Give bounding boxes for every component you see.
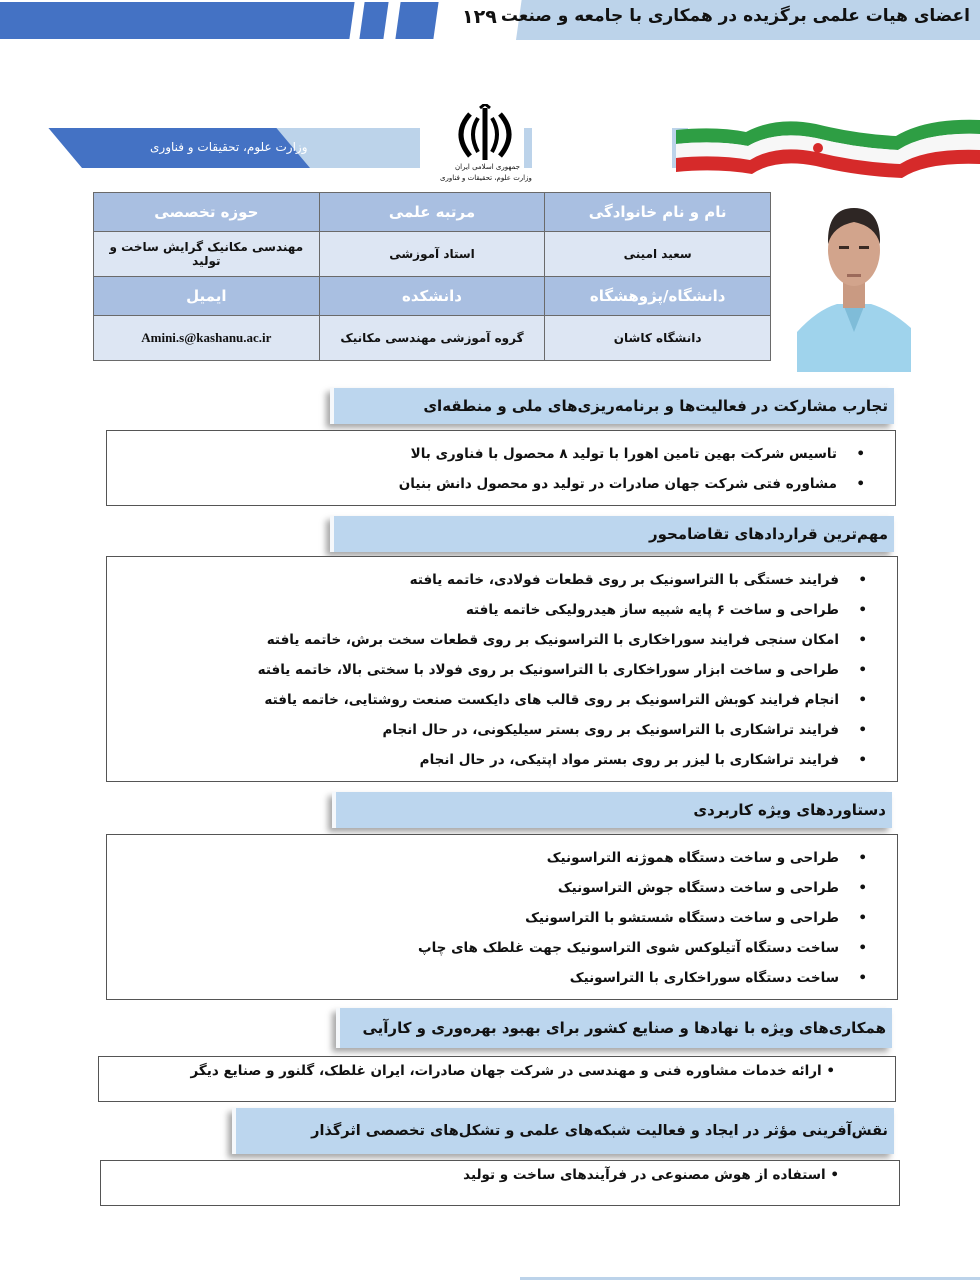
bullet-icon: • [858, 752, 867, 768]
list-item: • مشاوره فتی شرکت جهان صادرات در تولید دو محصول دانش بنیان [107, 469, 865, 499]
iran-flag-ribbon-icon [676, 110, 980, 180]
list-item: • طراحی و ساخت دستگاه شستشو با التراسونیک [107, 903, 867, 933]
header-university: دانشگاه/پژوهشگاه [545, 277, 771, 316]
bullet-icon: • [826, 1063, 835, 1079]
header-rank: مرتبه علمی [319, 193, 545, 232]
value-rank: استاد آموزشی [319, 232, 545, 277]
value-email[interactable]: Amini.s@kashanu.ac.ir [94, 316, 320, 361]
section-box-collaborations [98, 1056, 896, 1102]
bullet-icon: • [858, 572, 867, 588]
header-stripe [395, 2, 438, 39]
bullet-icon: • [856, 476, 865, 492]
section-box-networks [100, 1160, 900, 1206]
bullet-icon: • [858, 632, 867, 648]
list-item: • تاسیس شرکت بهین تامین اهورا با تولید ۸ محصول با فناوری بالا [107, 439, 865, 469]
bullet-icon: • [858, 850, 867, 866]
section-heading-achievements: دستاوردهای ویژه کاربردی [332, 792, 892, 828]
section-heading-contracts: مهم‌ترین قراردادهای تقاضامحور [330, 516, 894, 552]
section-box-contracts [106, 556, 898, 782]
header-field: حوزه تخصصی [94, 193, 320, 232]
bullet-icon: • [858, 880, 867, 896]
section-heading-collaborations: همکاری‌های ویژه با نهادها و صنایع کشور برای بهبود بهره‌وری و کارآیی [336, 1008, 892, 1048]
list-item: • فرایند خستگی با التراسونیک بر روی قطعات فولادی، خاتمه یافته [107, 565, 867, 595]
profile-table [93, 192, 771, 361]
page-header-title: اعضای هیات علمی برگزیده در همکاری با جامعه و صنعت [500, 6, 970, 26]
list-item: • ساخت دستگاه سوراخکاری با التراسونیک [107, 963, 867, 993]
list-item: • استفاده از هوش مصنوعی در فرآیندهای ساخت و تولید [463, 1167, 839, 1183]
list-item: • طراحی و ساخت دستگاه هموژنه التراسونیک [107, 843, 867, 873]
value-university: دانشگاه کاشان [545, 316, 771, 361]
list-item: • فرایند تراشکاری با لیزر بر روی بستر مواد اپتیکی، در حال انجام [107, 745, 867, 775]
header-bar [0, 2, 355, 39]
ministry-name: وزارت علوم، تحقیقات و فناوری [150, 140, 308, 154]
value-name: سعید امینی [545, 232, 771, 277]
profile-photo [797, 192, 911, 372]
list-item: • انجام فرایند کوبش التراسونیک بر روی قالب های دایکست صنعت روشتایی، خاتمه یافته [107, 685, 867, 715]
page-number: ۱۲۹ [462, 6, 497, 28]
bullet-icon: • [858, 940, 867, 956]
bullet-icon: • [858, 970, 867, 986]
header-name: نام و نام خانوادگی [545, 193, 771, 232]
list-item: • طراحی و ساخت ابزار سوراخکاری با التراسونیک بر روی فولاد با سختی بالا، خاتمه یافته [107, 655, 867, 685]
header-stripe [359, 2, 388, 39]
bullet-icon: • [856, 446, 865, 462]
bullet-icon: • [858, 722, 867, 738]
list-item: • ساخت دستگاه آتیلوکس شوی التراسونیک جهت غلطک های چاپ [107, 933, 867, 963]
value-faculty: گروه آموزشی مهندسی مکانیک [319, 316, 545, 361]
bullet-icon: • [830, 1167, 839, 1183]
emblem-caption: وزارت علوم، تحقیقات و فناوری [440, 174, 532, 182]
bullet-icon: • [858, 602, 867, 618]
bullet-icon: • [858, 662, 867, 678]
list-item: • امکان سنجی فرایند سوراخکاری با التراسونیک بر روی قطعات سخت برش، خاتمه یافته [107, 625, 867, 655]
header-faculty: دانشکده [319, 277, 545, 316]
bullet-icon: • [858, 692, 867, 708]
list-item: • طراحی و ساخت دستگاه جوش التراسونیک [107, 873, 867, 903]
section-heading-networks: نقش‌آفرینی مؤثر در ایجاد و فعالیت شبکه‌های علمی و تشکل‌های تخصصی اثرگذار [232, 1108, 894, 1154]
section-heading-national-planning: تجارب مشارکت در فعالیت‌ها و برنامه‌ریزی‌های ملی و منطقه‌ای [330, 388, 894, 424]
list-item: • ارائه خدمات مشاوره فنی و مهندسی در شرکت جهان صادرات، ایران غلطک، گلنور و صنایع دیگر [190, 1063, 835, 1079]
list-item: • طراحی و ساخت ۶ پایه شبیه ساز هیدرولیکی خاتمه یافته [107, 595, 867, 625]
section-box-achievements [106, 834, 898, 1000]
bullet-icon: • [858, 910, 867, 926]
emblem-caption: جمهوری اسلامی ایران [455, 163, 520, 171]
section-box-national-planning [106, 430, 896, 506]
value-field: مهندسی مکانیک گرایش ساخت و تولید [94, 232, 320, 277]
header-email: ایمیل [94, 277, 320, 316]
list-item: • فرایند تراشکاری با التراسونیک بر روی بستر سیلیکونی، در حال انجام [107, 715, 867, 745]
